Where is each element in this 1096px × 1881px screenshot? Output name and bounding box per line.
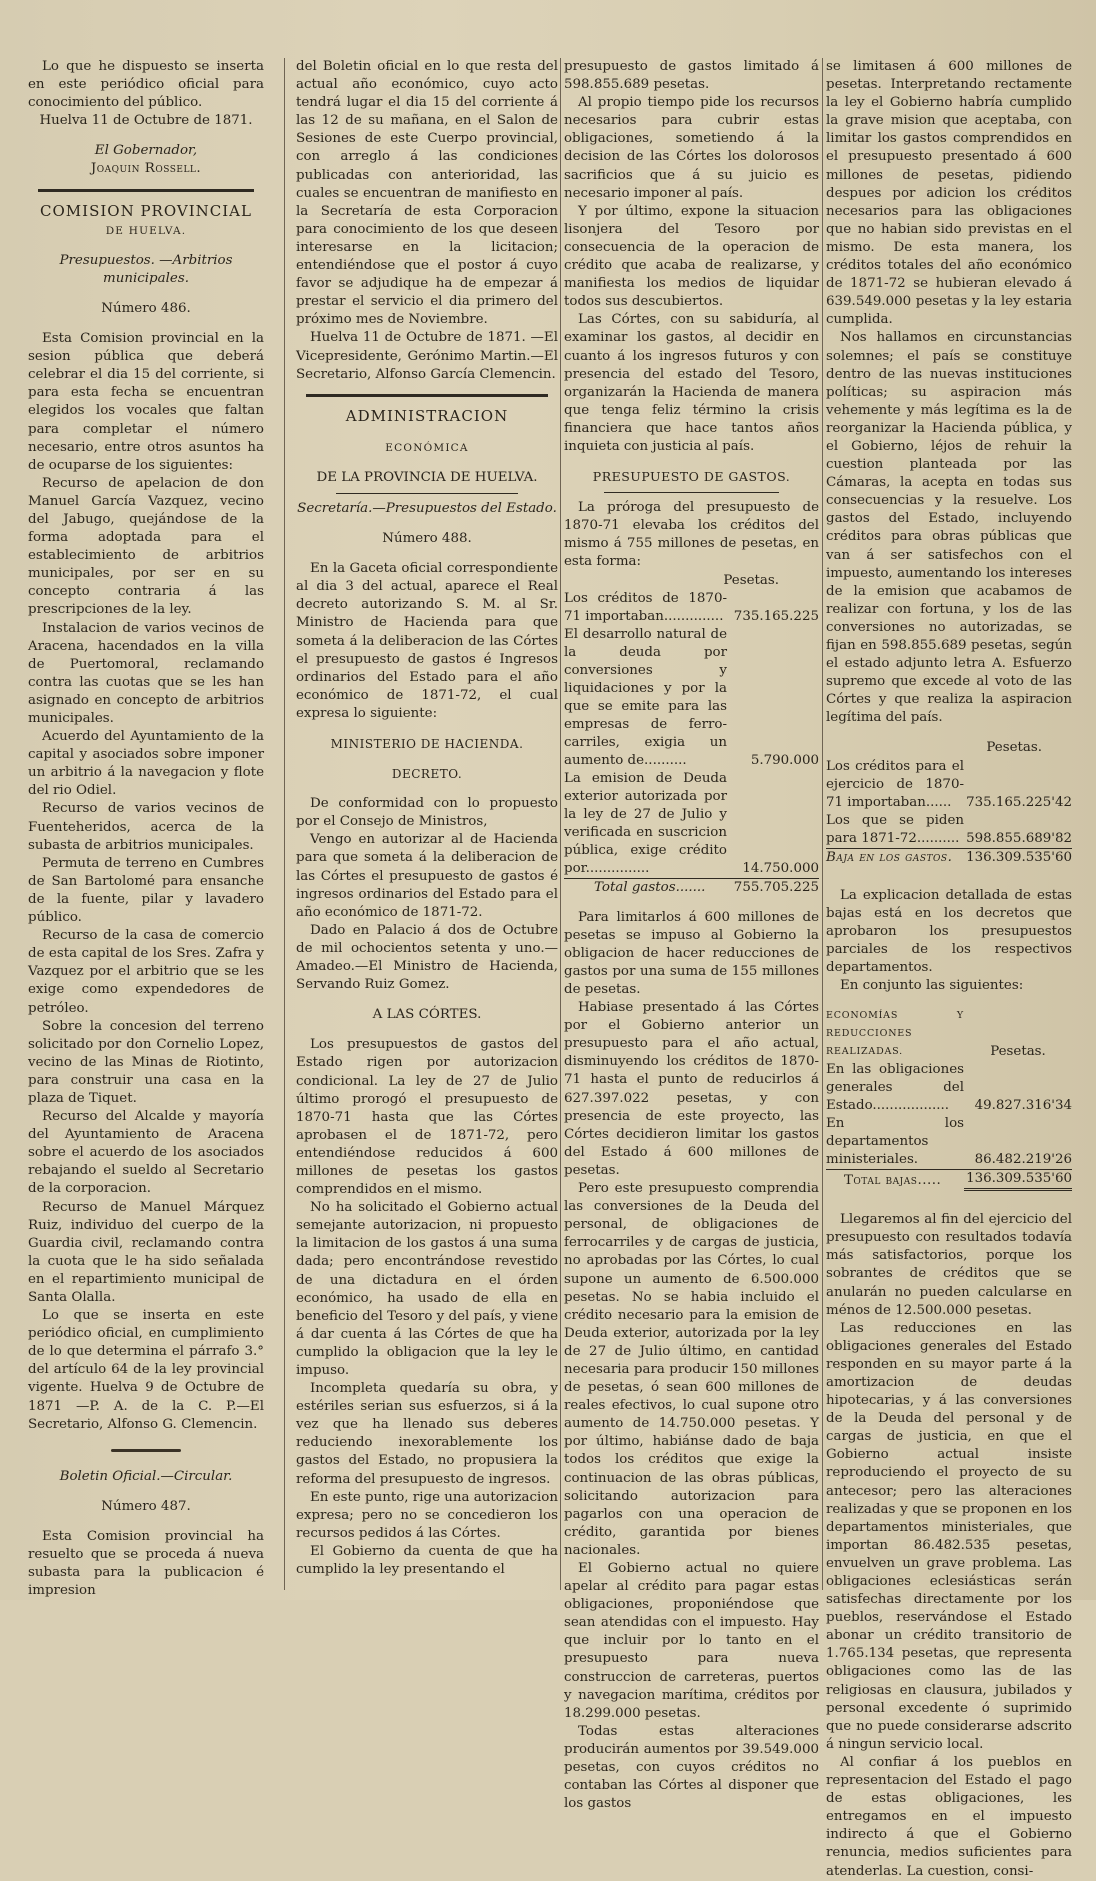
section-divider: [306, 394, 548, 397]
credits-table: [826, 758, 1072, 867]
divider: [336, 493, 518, 494]
paragraph: Para limitarlos á 600 millones de pesetas se impuso al Gobierno la obligacion de hacer reducciones de gastos por una suma de 155 millones de pesetas.: [564, 909, 819, 997]
row-amount: 735.165.225'42: [966, 794, 1072, 810]
paragraph: Incompleta quedaría su obra, y estériles serian sus esfuerzos, si á la vez que ha llenado sus deberes reduciendo inexorablemente los gastos del Estado, no propusiera la reforma del presupuesto de ingresos.: [296, 1381, 558, 1487]
signature-title: El Gobernador,: [94, 143, 198, 159]
notice-number: Número 488.: [382, 531, 472, 547]
column-3: [564, 58, 819, 1812]
total-amount: 755.705.225: [727, 878, 819, 897]
row-amount: 598.855.689'82: [966, 830, 1072, 846]
section-title: ADMINISTRACION: [345, 406, 509, 425]
table2-header: ECONOMÍAS Y REDUCCIONES REALIZADAS.: [826, 1010, 964, 1058]
paragraph: Lo que se inserta en este periódico oficial, en cumplimiento de lo que determina el párrafo 3.° del artículo 64 de la ley provincial vigente. Huelva 9 de Octubre de 1871 —P. A. de la C. P.—El Secretario, Alfonso G. Clemencin.: [28, 1308, 264, 1432]
baja-amount: 136.309.535'60: [964, 848, 1072, 867]
paragraph: Al confiar á los pueblos en representacion del Estado el pago de estas obligaciones, les entregamos en el impuesto indirecto á que el Gobierno renuncia, medios suficientes para atenderlas. La cuestion, consi-: [826, 1754, 1072, 1879]
budget-heading: PRESUPUESTO DE GASTOS.: [592, 469, 791, 485]
row-label: El desarrollo natural de la deuda por conversiones y liquidaciones y por la que se emite para las empresas de ferro-carriles, exigia un aumento de..........: [564, 626, 727, 768]
list-item: Recurso del Alcalde y mayoría del Ayuntamiento de Aracena sobre el acuerdo de los asociados rebajando el sueldo al Secretario de la corporacion.: [28, 1109, 264, 1197]
table-total-row: [564, 878, 819, 897]
paragraph: En la Gaceta oficial correspondiente al dia 3 del actual, aparece el Real decreto autorizando S. M. al Sr. Ministro de Hacienda para que someta á la deliberacion de las Córtes el presupuesto de gastos é Ingresos ordinarios del Estado para el año económico de 1871-72, el cual expresa lo siguiente:: [296, 561, 558, 721]
paragraph: Vengo en autorizar al de Hacienda para que someta á la deliberacion de las Córtes el presupuesto de gastos é ingresos ordinarios del Estado para el año económico de 1871-72.: [296, 832, 558, 920]
row-label: Los créditos de 1870-71 importaban..............: [564, 590, 727, 624]
paragraph: Pero este presupuesto comprendia las conversiones de la Deuda del personal, de obligaciones de ferrocarriles y de cargas de justicia, no aprobadas por las Córtes, lo cual supone un aumento de 6.500.000 pesetas. No se habia incluido el crédito necesario para la emision de Deuda exterior, autorizada por la ley de 27 de Julio último, en cantidad necesaria para producir 150 millones de pesetas, ó sean 600 millones de reales efectivos, lo cual supone otro aumento de 14.750.000 pesetas. Y por último, habiánse dado de baja todos los créditos que exige la continuacion de las obras públicas, solicitando autorizacion para pagarlos con una operacion de crédito, garantida por bienes nacionales.: [564, 1181, 819, 1558]
table-header-row: [826, 1007, 1072, 1061]
row-label: En las obligaciones generales del Estado..................: [826, 1062, 964, 1114]
subject-line: Presupuestos. —Arbitrios municipales.: [59, 252, 233, 286]
row-label: Los créditos para el ejercicio de 1870-71 importaban......: [826, 758, 964, 810]
total-amount: 136.309.535'60: [964, 1170, 1072, 1190]
paragraph: De conformidad con lo propuesto por el Consejo de Ministros,: [296, 796, 558, 830]
paragraph: Las reducciones en las obligaciones generales del Estado responden en su mayor parte á la amortizacion de deudas hipotecarias, y á las conversiones de la Deuda del personal y de cargas de justicia, en que el Gobierno actual insiste reproduciendo el proyecto de su antecesor; pero las alteraciones realizadas y que se proponen en los departamentos ministeriales, que importan 86.482.535 pesetas, envuelven un grave problema. Las obligaciones eclesiásticas serán satisfechas directamente por los pueblos, reservándose el Estado abonar un crédito transitorio de 1.765.134 pesetas, que representa obligaciones como las de las religiosas en clausura, jubilados y personal excedente ó suprimido que no puede considerarse adscrito á ningun servicio local.: [826, 1320, 1072, 1752]
paragraph: presupuesto de gastos limitado á 598.855.689 pesetas.: [564, 59, 819, 93]
ministry-heading: MINISTERIO DE HACIENDA.: [330, 737, 524, 751]
row-amount: 49.827.316'34: [974, 1098, 1072, 1114]
signature-name: Joaquin Rossell.: [90, 161, 202, 177]
paragraph: Los presupuestos de gastos del Estado rigen por autorizacion condicional. La ley de 27 de Julio último prorogó el presupuesto de 1870-71 hasta que las Córtes aprobasen el de 1871-72, pero entendiéndose reducidos á 600 millones de pesetas los gastos comprendidos en el mismo.: [296, 1037, 558, 1198]
table-row: [826, 812, 1072, 849]
paragraph: La explicacion detallada de estas bajas está en los decretos que aprobaron los presupuestos parciales de los respectivos departamentos.: [826, 887, 1072, 975]
paragraph: Todas estas alteraciones producirán aumentos por 39.549.000 pesetas, con cuyos créditos no contaban las Córtes al disponer que los gastos: [564, 1723, 819, 1812]
table-row: [826, 1115, 1072, 1170]
row-label: En los departamentos ministeriales.: [826, 1116, 964, 1168]
list-item: Instalacion de varios vecinos de Aracena, hacendados en la villa de Puertomoral, reclamando contra las cuotas que se les han asignado en concepto de arbitrios municipales.: [28, 620, 264, 726]
column-header: Pesetas.: [723, 572, 779, 588]
paragraph: No ha solicitado el Gobierno actual semejante autorizacion, ni propuesto la limitacion de los gastos á una suma dada; pero encontrándose revestido de una dictadura en el órden económico, ha usado de ella en beneficio del Tesoro y del país, y viene á dar cuenta á las Córtes de que ha cumplido la obligacion que la ley le impuso.: [296, 1200, 558, 1378]
paragraph: Habiase presentado á las Córtes por el Gobierno anterior un presupuesto para el año actual, disminuyendo los créditos de 1870-71 hasta el punto de reducirlos á 627.397.022 pesetas, y con presencia de este proyecto, las Córtes decidieron limitar los gastos del Estado á 600 millones de pesetas.: [564, 1000, 819, 1178]
paragraph: Las Córtes, con su sabiduría, al examinar los gastos, al decidir en cuanto á los ingresos futuros y con presencia del estado del Tesoro, organizarán la Hacienda de manera que tenga feliz término la crisis financiera que hace tantos años inquieta con justicia al país.: [564, 312, 819, 454]
table-row: [564, 770, 819, 879]
table-row: [564, 590, 819, 626]
savings-table: [826, 1007, 1072, 1191]
paragraph: Dado en Palacio á dos de Octubre de mil ochocientos setenta y uno.— Amadeo.—El Ministro de Hacienda, Servando Ruiz Gomez.: [296, 922, 558, 993]
paragraph: Al propio tiempo pide los recursos necesarios para cubrir estas obligaciones, sometiendo á la decision de las Córtes los dolorosos sacrificios que á su juicio es necesario imponer al país.: [564, 95, 819, 201]
list-item: Recurso de apelacion de don Manuel García Vazquez, vecino del Jabugo, quejándose de la forma adoptada para el establecimiento de arbitrios municipales, por ser en su concepto contraria á las prescripciones de la ley.: [28, 475, 264, 618]
row-amount: 14.750.000: [742, 860, 819, 876]
cortes-heading: A LAS CÓRTES.: [372, 1007, 482, 1023]
paragraph: Y por último, expone la situacion lisonjera del Tesoro por consecuencia de la operacion de crédito que acaba de realizarse, y manifiesta los medios de liquidar todos sus descubiertos.: [564, 203, 819, 310]
section-divider: [38, 189, 254, 192]
paragraph: Esta Comision provincial ha resuelto que se proceda á nueva subasta para la publicacion é impresion: [28, 1529, 264, 1599]
decree-heading: DECRETO.: [391, 767, 463, 782]
table2-col-header: Pesetas.: [990, 1044, 1046, 1060]
paragraph: Llegaremos al fin del ejercicio del presupuesto con resultados todavía más satisfactorios, porque los sobrantes de créditos que se anularán no pueden calcularse en ménos de 12.500.000 pesetas.: [826, 1212, 1072, 1318]
table-row: [564, 626, 819, 770]
column-header: Pesetas.: [986, 740, 1042, 756]
paragraph: En conjunto las siguientes:: [840, 978, 1024, 994]
total-label: Total gastos.......: [564, 878, 727, 897]
paragraph: La próroga del presupuesto de 1870-71 elevaba los créditos del mismo á 755 millones de pesetas, en esta forma:: [564, 500, 819, 570]
section-province: DE LA PROVINCIA DE HUELVA.: [316, 469, 538, 485]
paragraph: El Gobierno da cuenta de que ha cumplido la ley presentando el: [296, 1543, 558, 1578]
row-label: Los que se piden para 1871-72..........: [826, 812, 964, 846]
paragraph: se limitasen á 600 millones de pesetas. Interpretando rectamente la ley el Gobierno habría cumplido la grave mision que aceptaba, con limitar los gastos comprendidos en el presupuesto presentado á 600 millones de pesetas, pidiendo despues por adicion los créditos necesarios para las obligaciones que no habian sido previstas en el mismo. De esta manera, los créditos totales del año económico de 1871-72 se hubieran elevado á 639.549.000 pesetas y la ley estaria cumplida.: [826, 59, 1072, 328]
list-item: Recurso de varios vecinos de Fuenteheridos, acerca de la subasta de arbitrios municipales.: [28, 801, 264, 853]
table-row: [826, 1061, 1072, 1115]
column-rule: [560, 58, 561, 1590]
list-item: Permuta de terreno en Cumbres de San Bartolomé para ensanche de la fuente, pilar y lavadero público.: [28, 855, 264, 926]
paragraph: El Gobierno actual no quiere apelar al crédito para pagar estas obligaciones, proponiéndose que sean atendidas con el impuesto. Hay que incluir por lo tanto en el presupuesto para nueva construccion de carreteras, puertos y navegacion marítima, créditos por 18.299.000 pesetas.: [564, 1561, 819, 1721]
section-subtitle: DE HUELVA.: [105, 224, 187, 237]
column-rule: [284, 58, 285, 1590]
paragraph: Esta Comision provincial en la sesion pública que deberá celebrar el dia 15 del corriente, si para esta fecha se encuentran elegidos los vocales que faltan para completar el número necesario, entre otros asuntos ha de ocuparse de los siguientes:: [28, 331, 264, 473]
divider: [604, 492, 779, 493]
column-1: [28, 58, 264, 1599]
paragraph: Lo que he dispuesto se inserta en este periódico oficial para conocimiento del público.: [28, 59, 264, 111]
subject-line: Secretaría.—Presupuestos del Estado.: [297, 500, 557, 516]
paragraph: Nos hallamos en circunstancias solemnes; el país se constituye dentro de las nuevas instituciones políticas; su aspiracion más vehemente y más legítima es la de reorganizar la Hacienda pública, y el Gobierno, léjos de rehuir la cuestion planteada por las Cámaras, la acepta en todas sus consecuencias y la resuelve. Los gastos del Estado, incluyendo créditos para obras públicas que van á ser satisfechos con el impuesto, aumentando los intereses de la emision que acabamos de realizar con fortuna, y los de las conversiones no autorizadas, se fijan en 598.855.689 pesetas, según el estado adjunto letra A. Esfuerzo supremo que excede al voto de las Córtes y que realiza la aspiracion legítima del país.: [826, 330, 1072, 726]
list-item: Sobre la concesion del terreno solicitado por don Cornelio Lopez, vecino de las Minas de Riotinto, para construir una casa en la plaza de Tiquet.: [28, 1018, 264, 1106]
ornament-divider: [28, 1442, 264, 1460]
paragraph: En este punto, rige una autorizacion expresa; pero no se concedieron los recursos pedidos á las Córtes.: [296, 1489, 558, 1541]
row-amount: 86.482.219'26: [974, 1152, 1072, 1168]
paragraph: del Boletin oficial en lo que resta del actual año económico, cuyo acto tendrá lugar el dia 15 del corriente á las 12 de su mañana, en el Salon de Sesiones de este Cuerpo provincial, con arreglo á las condiciones publicadas con anterioridad, las cuales se encuentran de manifiesto en la Secretaría de esta Corporacion para conocimiento de los que deseen interesarse en la licitacion; entendiéndose que el postor á cuyo favor se adjudique ha de empezar á prestar el servicio el dia primero del próximo mes de Noviembre.: [296, 59, 558, 328]
column-rule: [822, 58, 823, 1590]
section-subtitle: ECONÓMICA: [385, 441, 469, 454]
total-label: Total bajas.....: [826, 1170, 964, 1190]
list-item: Acuerdo del Ayuntamiento de la capital y asociados sobre imponer un arbitrio á la navegacion y flote del rio Odiel.: [28, 729, 264, 799]
date-line: Huelva 11 de Octubre de 1871.: [39, 113, 253, 129]
table-total-row: [826, 848, 1072, 867]
paragraph: Huelva 11 de Octubre de 1871. —El Vicepresidente, Gerónimo Martin.—El Secretario, Alfonso García Clemencin.: [296, 330, 558, 382]
table-row: [826, 758, 1072, 812]
table-total-row: [826, 1170, 1072, 1190]
section-title: COMISION PROVINCIAL: [40, 201, 252, 220]
notice-number: Número 486.: [101, 300, 191, 316]
list-item: Recurso de la casa de comercio de esta capital de los Sres. Zafra y Vazquez por el arbitrio que se les exige como expendedores de petróleo.: [28, 928, 264, 1016]
row-label: La emision de Deuda exterior autorizada por la ley de 27 de Julio y verificada en suscricion pública, exige crédito por...............: [564, 770, 727, 876]
subject-line: Boletin Oficial.—Circular.: [59, 1468, 233, 1484]
notice-number: Número 487.: [101, 1498, 191, 1514]
expense-table: [564, 590, 819, 897]
row-amount: 5.790.000: [750, 752, 819, 768]
baja-label: Baja en los gastos.: [826, 848, 964, 867]
column-2: [296, 58, 558, 1592]
row-amount: 735.165.225: [733, 608, 819, 624]
list-item: Recurso de Manuel Márquez Ruiz, individuo del cuerpo de la Guardia civil, reclamando contra la cuota que le ha sido señalada en el repartimiento municipal de Santa Olalla.: [28, 1199, 264, 1305]
column-4: [826, 58, 1072, 1879]
